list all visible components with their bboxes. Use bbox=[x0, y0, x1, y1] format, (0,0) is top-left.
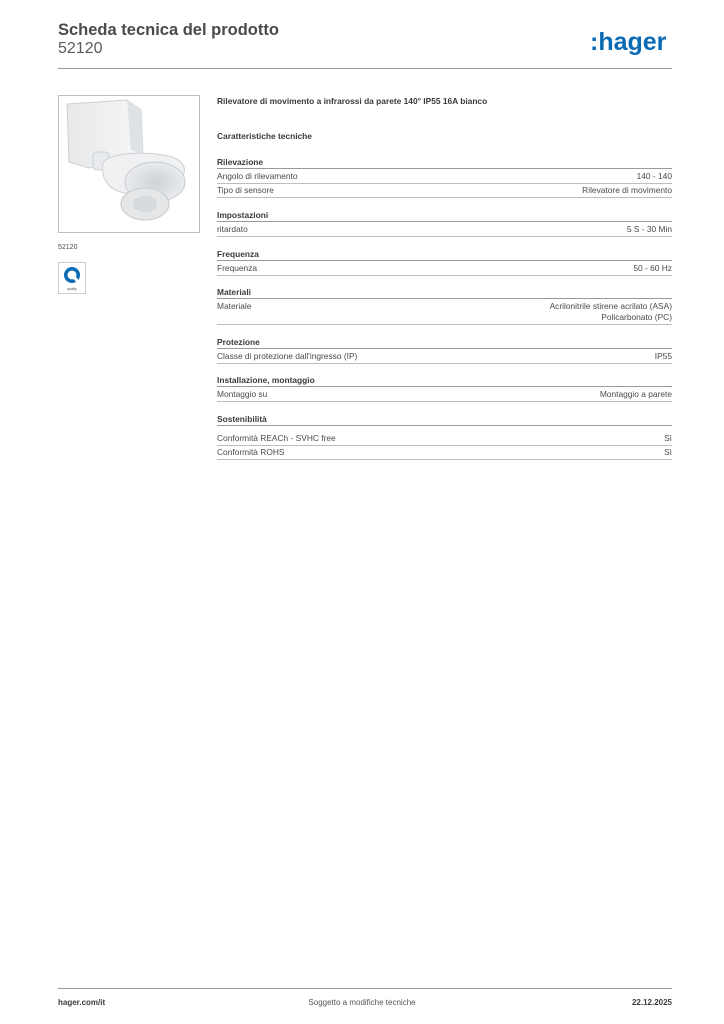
row-value: Montaggio a parete bbox=[599, 389, 672, 399]
group-title-installazione: Installazione, montaggio bbox=[217, 374, 672, 386]
row-key: Tipo di sensore bbox=[217, 185, 274, 195]
row-value-secondary: Policarbonato (PC) bbox=[601, 312, 672, 322]
header-divider bbox=[58, 68, 672, 69]
table-row bbox=[217, 184, 672, 198]
footer-date: 22.12.2025 bbox=[631, 998, 672, 1007]
page-title: Scheda tecnica del prodotto bbox=[58, 21, 279, 39]
product-description: Rilevatore di movimento a infrarossi da parete 140° IP55 16A bianco bbox=[217, 96, 488, 106]
row-value: Acrilonitrile stirene acrilato (ASA) bbox=[549, 301, 672, 311]
quality-certification-icon bbox=[58, 262, 86, 294]
table-row bbox=[217, 388, 672, 402]
table-row bbox=[217, 350, 672, 364]
group-title-frequenza: Frequenza bbox=[217, 248, 672, 260]
row-value: 140 - 140 bbox=[636, 171, 672, 181]
group-title-materiali: Materiali bbox=[217, 286, 672, 298]
group-title-sostenibilita: Sostenibilità bbox=[217, 413, 672, 425]
table-row bbox=[217, 432, 672, 446]
row-value: IP55 bbox=[654, 351, 672, 361]
row-key: Materiale bbox=[217, 301, 252, 311]
row-value: Rilevatore di movimento bbox=[582, 185, 672, 195]
row-key: Montaggio su bbox=[217, 389, 268, 399]
section-title: Caratteristiche tecniche bbox=[217, 131, 312, 141]
group-title-impostazioni: Impostazioni bbox=[217, 209, 672, 221]
product-image bbox=[58, 95, 200, 233]
table-row bbox=[217, 262, 672, 276]
row-key: Conformità ROHS bbox=[217, 447, 285, 457]
footer-website: hager.com/it bbox=[58, 998, 106, 1007]
product-code: 52120 bbox=[58, 40, 103, 57]
row-value: Sì bbox=[664, 447, 672, 457]
svg-text:quality: quality bbox=[66, 287, 78, 291]
footer-note: Soggetto a modifiche tecniche bbox=[308, 998, 416, 1007]
hager-logo-text: :hager bbox=[590, 28, 667, 56]
row-key: Conformità REACh - SVHC free bbox=[217, 433, 336, 443]
image-caption: 52120 bbox=[58, 244, 78, 251]
row-key: ritardato bbox=[217, 224, 248, 234]
row-value: 50 - 60 Hz bbox=[633, 263, 672, 273]
table-row bbox=[217, 170, 672, 184]
table-row bbox=[217, 223, 672, 237]
group-title-rilevazione: Rilevazione bbox=[217, 156, 672, 168]
group-title-protezione: Protezione bbox=[217, 336, 672, 348]
row-value: 5 S - 30 Min bbox=[626, 224, 672, 234]
footer-divider bbox=[58, 988, 672, 989]
row-key: Classe di protezione dall'ingresso (IP) bbox=[217, 351, 358, 361]
hager-logo bbox=[590, 28, 676, 56]
table-row bbox=[217, 300, 672, 325]
row-key: Angolo di rilevamento bbox=[217, 171, 298, 181]
row-value: Sì bbox=[664, 433, 672, 443]
motion-sensor-picture bbox=[59, 96, 199, 232]
row-key: Frequenza bbox=[217, 263, 258, 273]
table-row bbox=[217, 446, 672, 460]
